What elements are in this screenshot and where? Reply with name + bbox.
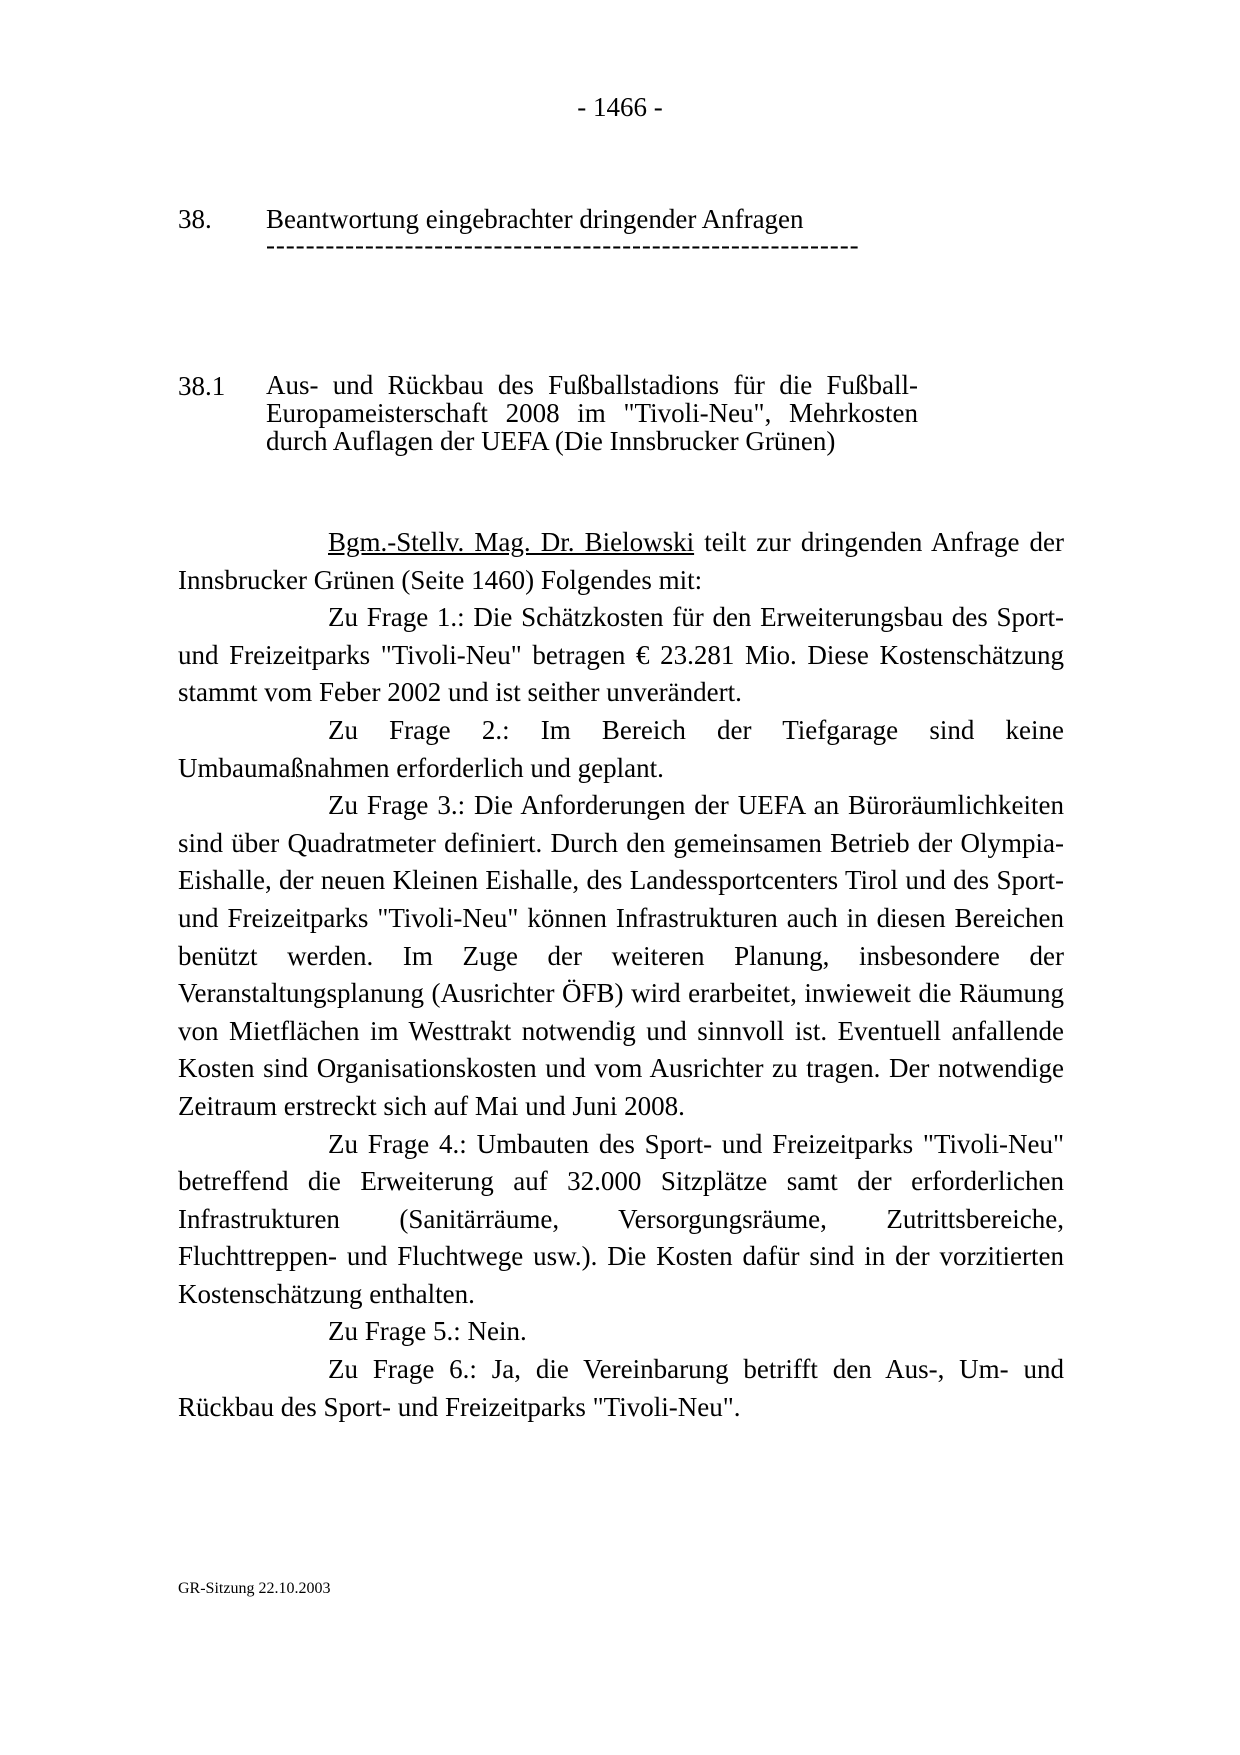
subsection-number: 38.1	[178, 371, 226, 401]
intro-paragraph	[178, 524, 1064, 599]
intro-text: teilt zur dringenden Anfrage der Innsbrucker Grünen (Seite 1460) Folgendes mit:	[178, 527, 1065, 595]
speaker-name: Bgm.-Stellv. Mag. Dr. Bielowski	[328, 527, 695, 557]
answer-paragraph: Zu Frage 1.: Die Schätzkosten für den Erweiterungsbau des Sport- und Freizeitparks "Tivoli-Neu" betragen € 23.281 Mio. Diese Kostenschätzung stammt vom Feber 2002 und ist seither unverändert.	[178, 602, 1064, 708]
answer-paragraph: Zu Frage 5.: Nein.	[328, 1316, 527, 1347]
page-number: - 1466 -	[577, 92, 663, 122]
section-rule: ------------------------------------------------------------	[266, 230, 860, 260]
answer-paragraph: Zu Frage 6.: Ja, die Vereinbarung betrifft den Aus-, Um- und Rückbau des Sport- und Freizeitparks "Tivoli-Neu".	[178, 1354, 1064, 1422]
page-footer: GR-Sitzung 22.10.2003	[178, 1580, 331, 1597]
answer-paragraph: Zu Frage 3.: Die Anforderungen der UEFA an Büroräumlichkeiten sind über Quadratmeter definiert. Durch den gemeinsamen Betrieb der Olympia-Eishalle, der neuen Kleinen Eishalle, des Landessportcenters Tirol und des Sport- und Freizeitparks "Tivoli-Neu" können Infrastrukturen auch in diesen Bereichen benützt werden. Im Zuge der weiteren Planung, insbesondere der Veranstaltungsplanung (Ausrichter ÖFB) wird erarbeitet, inwieweit die Räumung von Mietflächen im Westtrakt notwendig und sinnvoll ist. Eventuell anfallende Kosten sind Organisationskosten und vom Ausrichter zu tragen. Der notwendige Zeitraum erstreckt sich auf Mai und Juni 2008.	[178, 790, 1064, 1121]
section-number: 38.	[178, 204, 212, 234]
answer-paragraph: Zu Frage 4.: Umbauten des Sport- und Freizeitparks "Tivoli-Neu" betreffend die Erweiterung auf 32.000 Sitzplätze samt der erforderlichen Infrastrukturen (Sanitärräume, Versorgungsräume, Zutrittsbereiche, Fluchttreppen- und Fluchtwege usw.). Die Kosten dafür sind in der vorzitierten Kostenschätzung enthalten.	[178, 1128, 1064, 1309]
answer-paragraph: Zu Frage 2.: Im Bereich der Tiefgarage sind keine Umbaumaßnahmen erforderlich und geplant.	[178, 714, 1064, 783]
subsection-title: Aus- und Rückbau des Fußballstadions für die Fußball-Europameisterschaft 2008 im "Tivoli-Neu", Mehrkosten durch Auflagen der UEFA (Die Innsbrucker Grünen)	[266, 370, 918, 456]
body-text	[178, 524, 1064, 1426]
section-title: Beantwortung eingebrachter dringender Anfragen	[266, 204, 804, 234]
